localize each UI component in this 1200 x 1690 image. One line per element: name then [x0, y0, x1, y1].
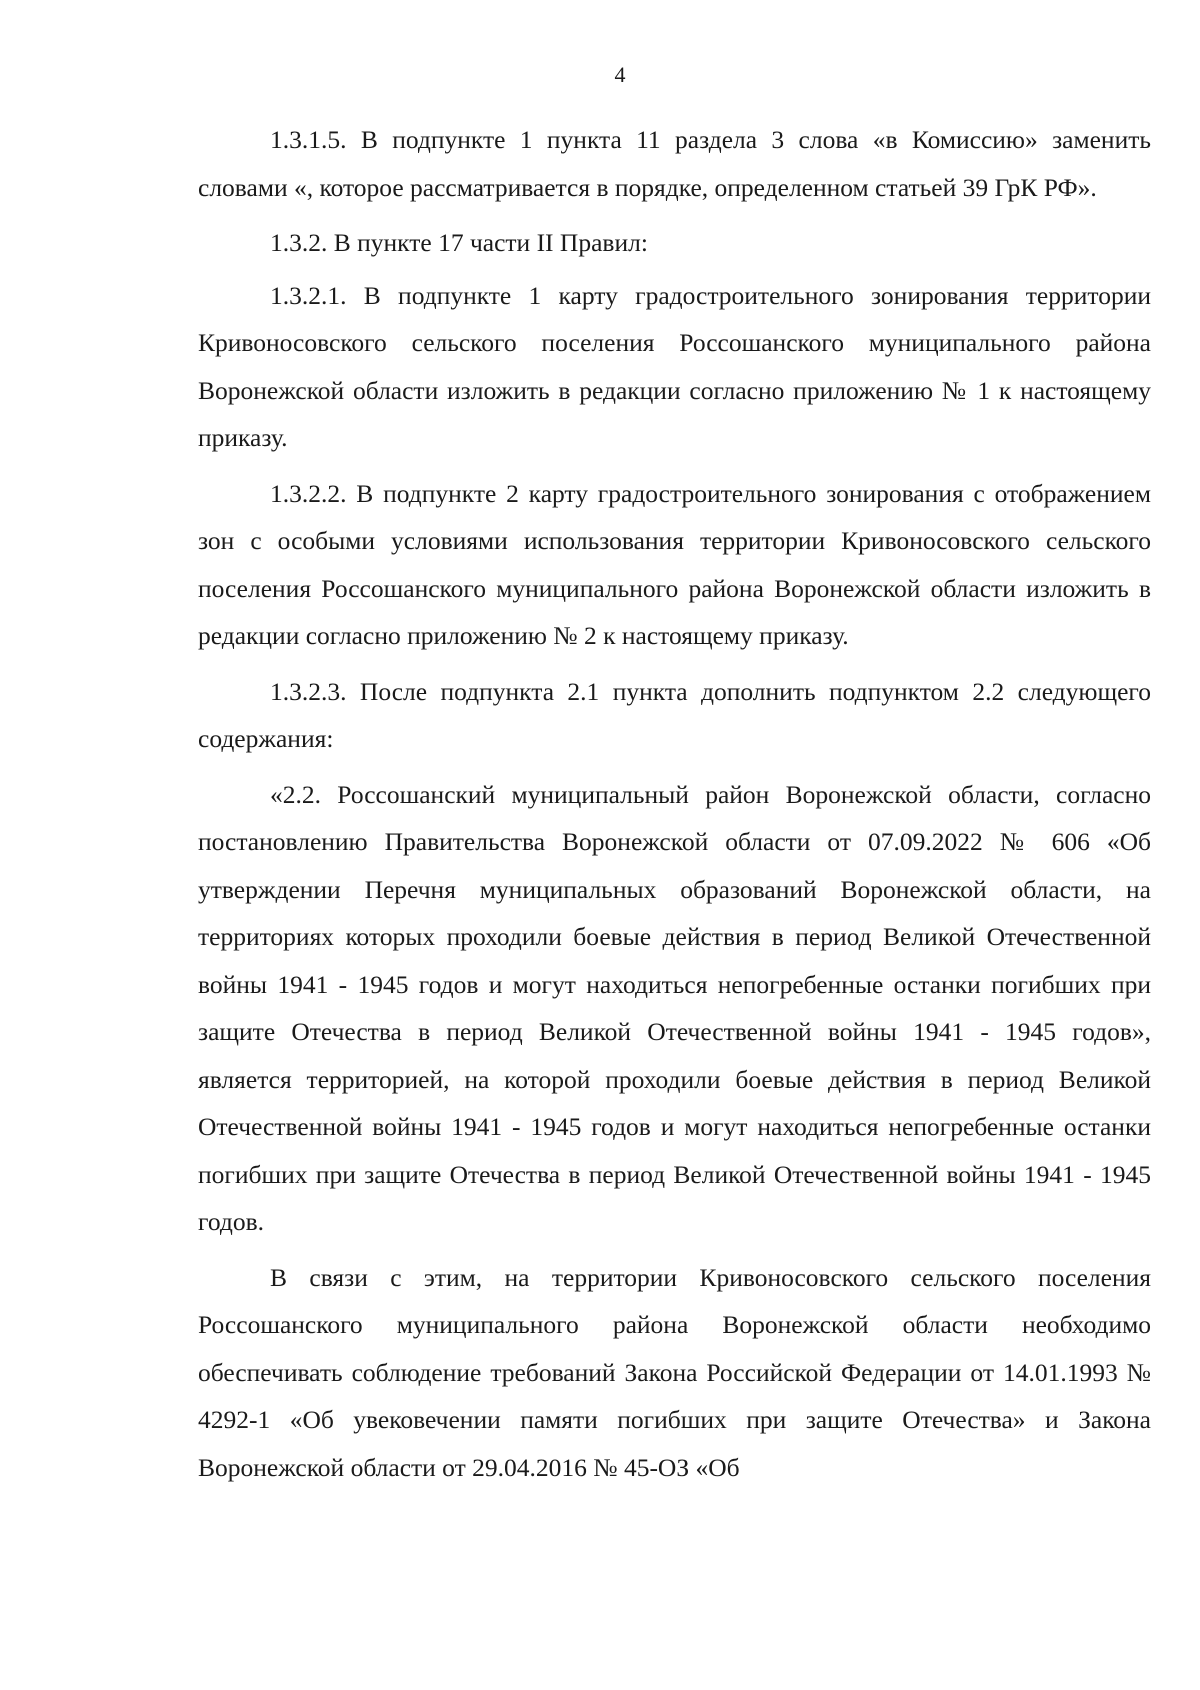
paragraph-1-3-2-3: 1.3.2.3. После подпункта 2.1 пункта дополнить подпунктом 2.2 следующего содержания: — [198, 676, 1151, 753]
paragraph-1-3-1-5: 1.3.1.5. В подпункте 1 пункта 11 раздела 3 слова «в Комиссию» заменить словами «, которое рассматривается в порядке, определенном статьей 39 ГрК РФ». — [198, 125, 1151, 202]
page-number: 4 — [614, 62, 626, 87]
paragraph-consequence: В связи с этим, на территории Кривоносовского сельского поселения Россошанского муниципального района Воронежской области необходимо обеспечивать соблюдение требований Закона Российской Федерации от 14.01.1993 № 4292-1 «Об увековечении памяти погибших при защите Отечества» и Закона Воронежской области от 29.04.2016 № 45-ОЗ «Об — [198, 1262, 1151, 1482]
document-body — [198, 116, 1151, 1499]
paragraph-1-3-2-1: 1.3.2.1. В подпункте 1 карту градостроительного зонирования территории Кривоносовского сельского поселения Россошанского муниципального района Воронежской области изложить в редакции согласно приложению № 1 к настоящему приказу. — [198, 280, 1151, 452]
paragraph-2-2-quote: «2.2. Россошанский муниципальный район Воронежской области, согласно постановлению Правительства Воронежской области от 07.09.2022 № 606 «Об утверждении Перечня муниципальных образований Воронежской области, на территориях которых проходили боевые действия в период Великой Отечественной войны 1941 - 1945 годов и могут находиться непогребенные останки погибших при защите Отечества в период Великой Отечественной войны 1941 - 1945 годов», является территорией, на которой проходили боевые действия в период Великой Отечественной войны 1941 - 1945 годов и могут находиться непогребенные останки погибших при защите Отечества в период Великой Отечественной войны 1941 - 1945 годов. — [198, 779, 1151, 1236]
paragraph-1-3-2-2: 1.3.2.2. В подпункте 2 карту градостроительного зонирования с отображением зон с особыми условиями использования территории Кривоносовского сельского поселения Россошанского муниципального района Воронежской области изложить в редакции согласно приложению № 2 к настоящему приказу. — [198, 478, 1151, 650]
paragraph-1-3-2: 1.3.2. В пункте 17 части II Правил: — [270, 228, 648, 257]
